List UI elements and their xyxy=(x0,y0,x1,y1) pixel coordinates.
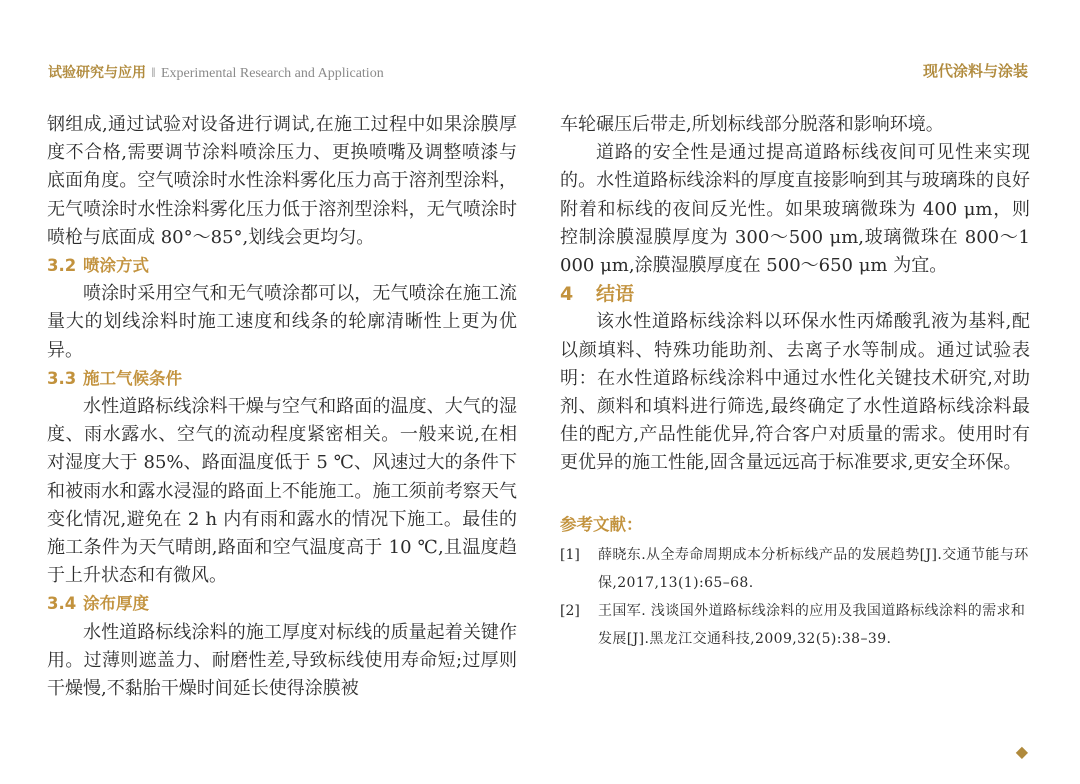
end-of-article-mark-icon: ◆ xyxy=(1015,742,1028,761)
section-number: 3.3 xyxy=(47,368,77,388)
section-heading-3-2 xyxy=(47,252,517,280)
paragraph: 喷涂时采用空气和无气喷涂都可以，无气喷涂在施工流量大的划线涂料时施工速度和线条的轮廓清晰性上更为优异。 xyxy=(47,283,517,361)
section-title: 涂布厚度 xyxy=(83,594,149,614)
section-heading-4 xyxy=(560,280,1030,308)
section-number: 4 xyxy=(560,283,574,306)
paragraph: 水性道路标线涂料的施工厚度对标线的质量起着关键作用。过薄则遮盖力、耐磨性差,导致标线使用寿命短;过厚则干燥慢,不黏胎干燥时间延长使得涂膜被 xyxy=(47,621,517,700)
left-column xyxy=(47,111,517,703)
header-separator: ‖ xyxy=(151,66,156,81)
paragraph: 道路的安全性是通过提高道路标线夜间可见性来实现的。水性道路标线涂料的厚度直接影响到其与玻璃珠的良好附着和标线的夜间反光性。如果玻璃微珠为 400 μm，则控制涂膜湿膜厚度为 300～500 μm,玻璃微珠在 800～1 000 μm,涂膜湿膜厚度在 500～650 μm 为宜。 xyxy=(560,142,1030,277)
reference-number: [1] xyxy=(560,546,580,563)
section-number: 3.4 xyxy=(47,594,77,614)
section-title: 结语 xyxy=(596,283,635,306)
section-label-en: Experimental Research and Application xyxy=(160,66,384,81)
right-column xyxy=(560,111,1030,653)
reference-item xyxy=(560,541,1030,597)
section-title: 施工气候条件 xyxy=(83,368,182,388)
section-label-cn: 试验研究与应用 xyxy=(48,65,146,81)
journal-name: 现代涂料与涂装 xyxy=(922,62,1028,80)
paragraph: 车轮碾压后带走,所划标线部分脱落和影响环境。 xyxy=(560,114,944,135)
reference-text: 王国军. 浅谈国外道路标线涂料的应用及我国道路标线涂料的需求和发展[J].黑龙江交通科技,2009,32(5):38–39. xyxy=(598,602,1026,647)
section-heading-3-3 xyxy=(47,365,517,393)
section-title: 喷涂方式 xyxy=(83,256,149,276)
reference-text: 薛晓东.从全寿命周期成本分析标线产品的发展趋势[J].交通节能与环保,2017,13(1):65–68. xyxy=(598,546,1029,591)
running-header-left xyxy=(48,62,384,82)
paragraph: 钢组成,通过试验对设备进行调试,在施工过程中如果涂膜厚度不合格,需要调节涂料喷涂压力、更换喷嘴及调整喷漆与底面角度。空气喷涂时水性涂料雾化压力高于溶剂型涂料，无气喷涂时水性涂料雾化压力低于溶剂型涂料，无气喷涂时喷枪与底面成 80°～85°,划线会更均匀。 xyxy=(47,114,517,248)
reference-number: [2] xyxy=(560,602,580,619)
section-heading-3-4 xyxy=(47,590,517,618)
references-heading: 参考文献： xyxy=(560,514,643,534)
paragraph: 水性道路标线涂料干燥与空气和路面的温度、大气的湿度、雨水露水、空气的流动程度紧密相关。一般来说,在相对湿度大于 85%、路面温度低于 5 ℃、风速过大的条件下和被雨水和露水浸湿的路面上不能施工。施工须前考察天气变化情况,避免在 2 h 内有雨和露水的情况下施工。最佳的施工条件为天气晴朗,路面和空气温度高于 10 ℃,且温度趋于上升状态和有微风。 xyxy=(47,396,517,587)
section-number: 3.2 xyxy=(47,256,77,276)
reference-item xyxy=(560,597,1030,653)
paragraph: 该水性道路标线涂料以环保水性丙烯酸乳液为基料,配以颜填料、特殊功能助剂、去离子水等制成。通过试验表明：在水性道路标线涂料中通过水性化关键技术研究,对助剂、颜料和填料进行筛选,最终确定了水性道路标线涂料最佳的配方,产品性能优异,符合客户对质量的需求。使用时有更优异的施工性能,固含量远远高于标准要求,更安全环保。 xyxy=(560,311,1030,474)
